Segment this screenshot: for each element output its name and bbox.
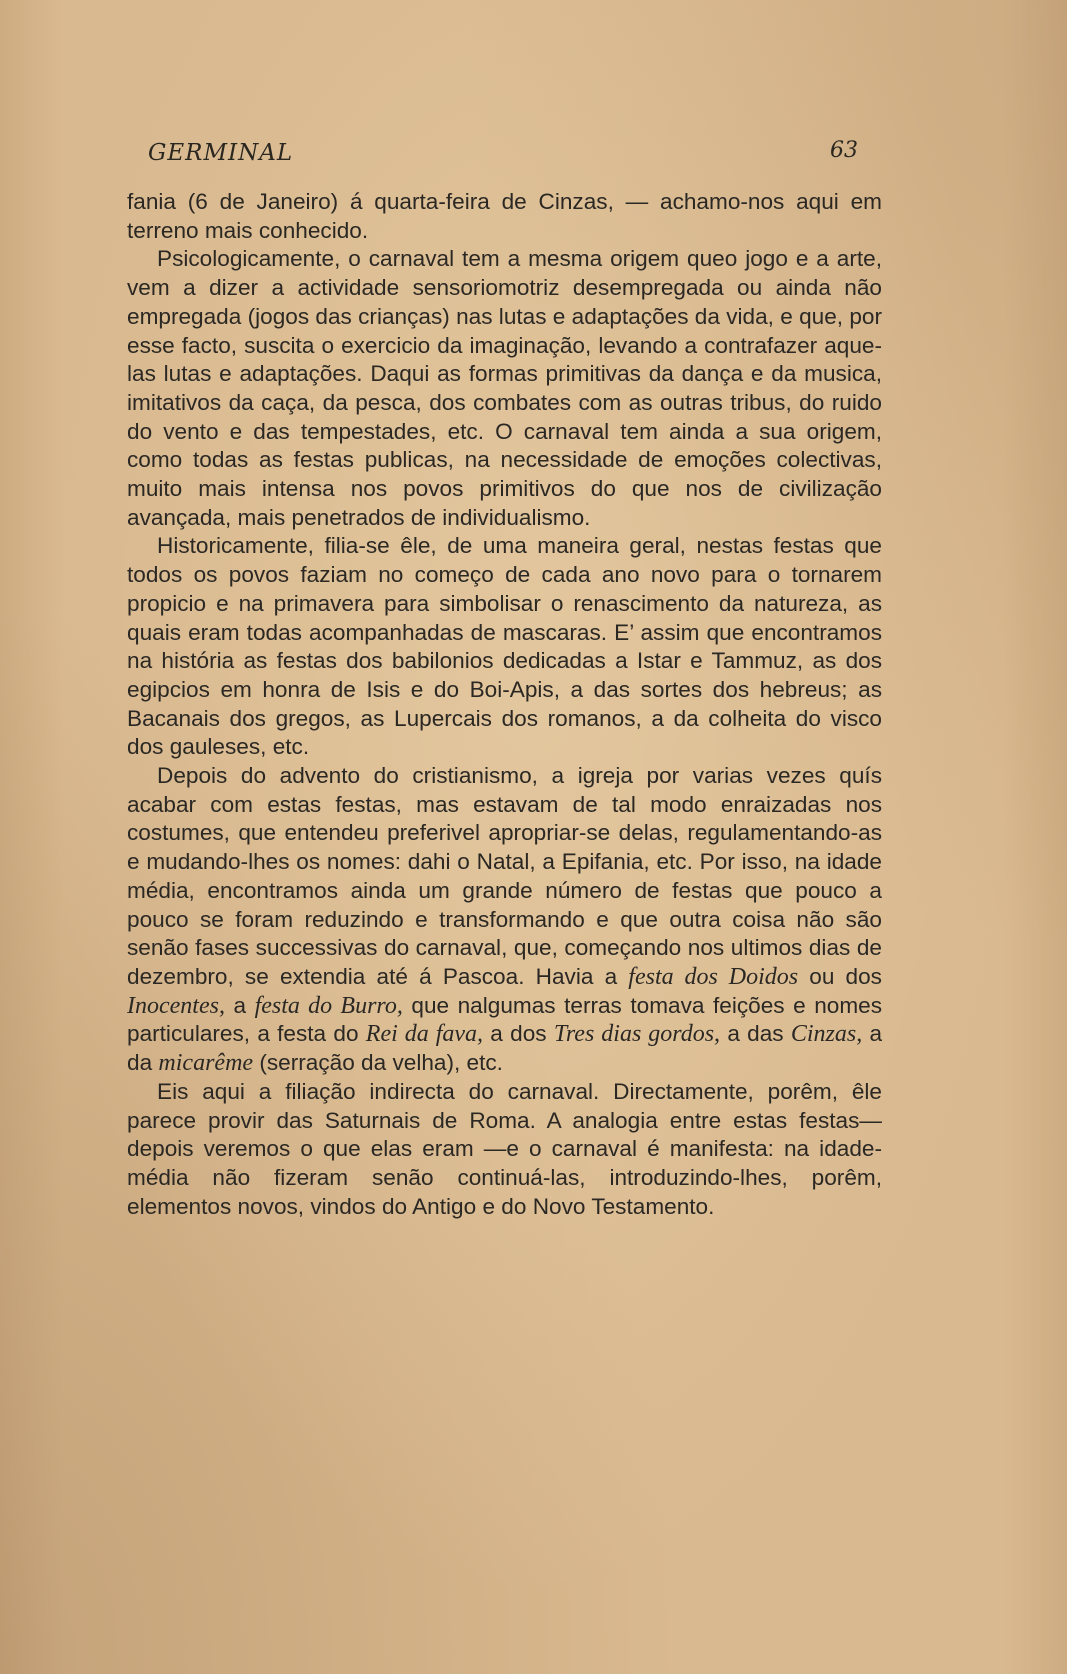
- body-text: [127, 188, 882, 1221]
- text-run: que nalgumas terras tomava feições e nomes particulares, a festa do: [127, 992, 883, 1047]
- paragraph-history: Historicamente, filia-se êle, de uma maneira geral, nestas festas que todos os povos faziam no começo de cada ano novo para o tornarem propicio e na primavera para simbolisar o renascimento da natureza, as quais eram todas acompanhadas de mascaras. E’ assim que encontramos na história as festas dos babilonios dedicadas a Istar e Tammuz, as dos egipcios em honra de Isis e do Boi-Apis, a das sortes dos hebreus; as Bacanais dos gregos, as Lupercais dos romanos, a da colheita do visco dos gauleses, etc.: [127, 533, 882, 760]
- italic-term: festa do Burro,: [254, 992, 403, 1019]
- italic-term: Tres dias gordos,: [553, 1021, 721, 1048]
- paragraph-psychology: Psicologicamente, o carnaval tem a mesma origem queo jogo e a arte, vem a dizer a actividade sensoriomotriz desempregada ou ainda não empregada (jogos das crianças) nas lutas e adaptações da vida, e que, por esse facto, suscita o exercicio da imaginação, levando a contrafazer aquelas lutas e adaptações. Daqui as formas primitivas da dança e da musica, imitativos da caça, da pesca, dos combates com as outras tribus, do ruido do vento e das tempestades, etc. O carnaval tem ainda a sua origem, como todas as festas publicas, na necessidade de emoções colectivas, muito mais intensa nos povos primitivos do que nos de civilização avançada, mais penetrados de individualismo.: [127, 246, 882, 530]
- italic-term: Cinzas,: [790, 1021, 863, 1048]
- paragraph-christianity: [127, 762, 882, 1078]
- paragraph-continuation: fania (6 de Janeiro) á quarta-feira de Cinzas, — achamo-nos aqui em terreno mais conhecido.: [127, 189, 882, 243]
- italic-term: Inocentes,: [127, 992, 225, 1019]
- text-run: ou dos: [798, 963, 882, 989]
- page-number: 63: [830, 138, 858, 163]
- page-header: [148, 140, 858, 174]
- italic-term: festa dos Doidos: [628, 963, 799, 990]
- text-run: a dos: [483, 1021, 554, 1047]
- text-run: a das: [720, 1021, 791, 1047]
- text-run: (serração da velha), etc.: [253, 1050, 503, 1076]
- text-run: a: [224, 992, 255, 1018]
- text-run: a da: [127, 1021, 883, 1076]
- italic-term: Rei da fava,: [365, 1021, 484, 1048]
- text-run: Depois do advento do cristianismo, a igreja por varias vezes quís acabar com estas festas, mas estavam de tal modo enraizadas nos costumes, que entendeu preferivel apropriar-se delas, regulamentando-as e mudando-lhes os nomes: dahi o Natal, a Epifania, etc. Por isso, na idade média, encontramos ainda um grande número de festas que pouco a pouco se foram reduzindo e transformando e que outra coisa não são senão fases successivas do carnaval, que, começando nos ultimos dias de dezembro, se extendia até á Pascoa. Havia a: [127, 763, 882, 989]
- paragraph-saturnalia: Eis aqui a filiação indirecta do carnaval. Directamente, porêm, êle parece provir das Saturnais de Roma. A analogia entre estas festas—depois veremos o que elas eram —e o carnaval é manifesta: na idade-média não fizeram senão continuá-las, introduzindo-lhes, porêm, elementos novos, vindos do Antigo e do Novo Testamento.: [127, 1078, 882, 1219]
- italic-term: micarême: [158, 1050, 254, 1077]
- running-head: GERMINAL: [148, 140, 294, 166]
